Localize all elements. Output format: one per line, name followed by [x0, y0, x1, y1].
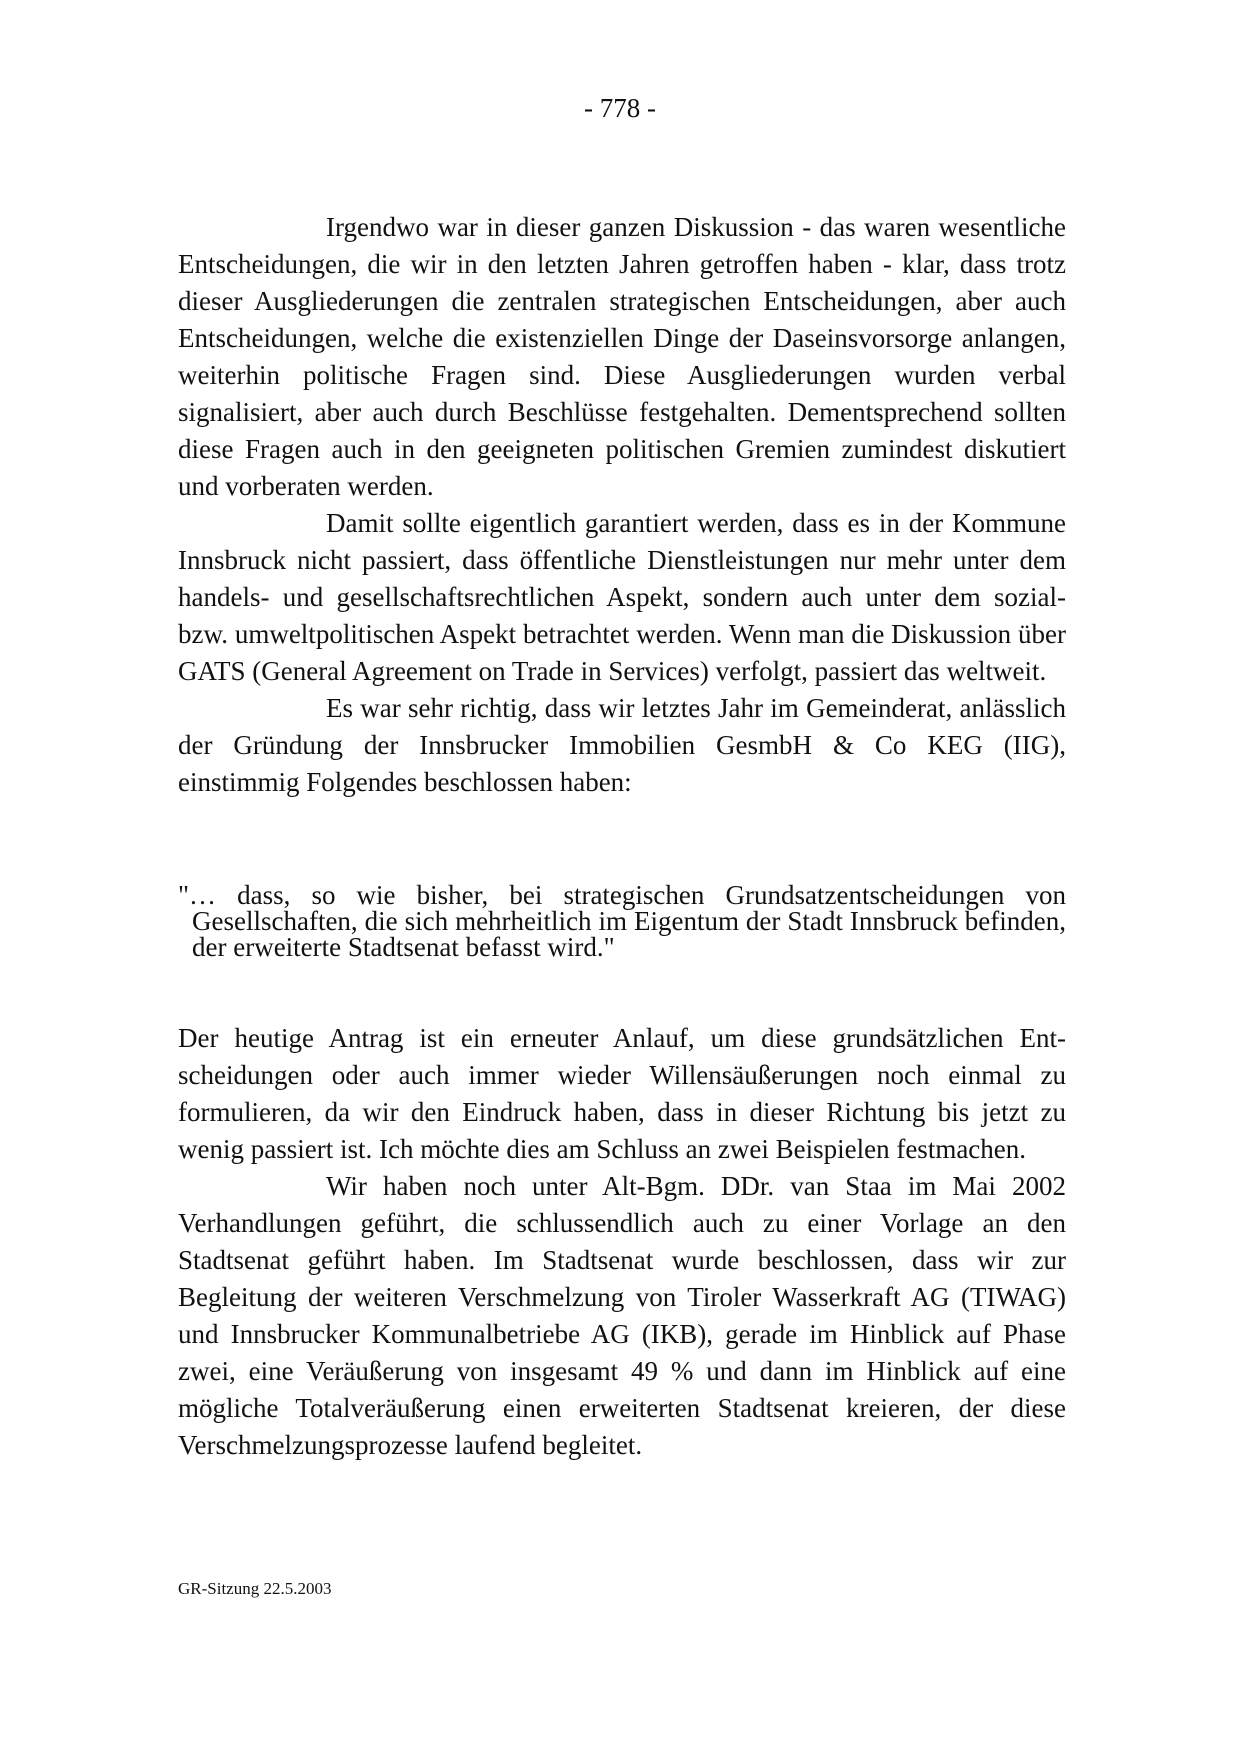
- paragraph: Damit sollte eigentlich garantiert werden, dass es in der Kommune Innsbruck nicht passiert, dass öffentliche Dienstleistungen nur mehr unter dem handels- und gesellschaftsrechtlichen Aspekt, sondern auch unter dem sozial- bzw. umweltpolitischen Aspekt betrachtet werden. Wenn man die Diskussion über GATS (General Agreement on Trade in Services) verfolgt, passiert das weltweit.: [178, 508, 1066, 686]
- paragraph: Wir haben noch unter Alt-Bgm. DDr. van Staa im Mai 2002 Verhandlungen geführt, die schlussendlich auch zu einer Vorlage an den Stadtsenat geführt haben. Im Stadtsenat wurde beschlossen, dass wir zur Begleitung der weiteren Verschmelzung von Tiroler Wasserkraft AG (TIWAG) und Innsbrucker Kommunalbetriebe AG (IKB), gerade im Hinblick auf Phase zwei, eine Veräußerung von insgesamt 49 % und dann im Hinblick auf eine mögliche Totalveräußerung einen erweiterten Stadtsenat kreieren, der diese Verschmelzungsprozesse laufend begleitet.: [178, 1171, 1066, 1460]
- page-number: - 778 -: [584, 93, 656, 123]
- paragraph: Irgendwo war in dieser ganzen Diskussion - das waren wesentliche Entscheidungen, die wir in den letzten Jahren getroffen haben - klar, dass trotz dieser Ausgliederungen die zentralen strategischen Entscheidungen, aber auch Entscheidungen, welche die existenziellen Dinge der Daseinsvorsorge anlangen, weiterhin politische Fragen sind. Diese Ausgliederungen wurden verbal signalisiert, aber auch durch Beschlüsse festgehalten. Dementsprechend sollten diese Fragen auch in den geeigneten politischen Gremien zumindest diskutiert und vorberaten werden.: [178, 212, 1066, 501]
- body-text-after-quote: [178, 1020, 1066, 1464]
- body-text-before-quote: [178, 209, 1066, 801]
- block-quote: [178, 882, 1066, 960]
- footer-session-date: GR-Sitzung 22.5.2003: [178, 1579, 332, 1598]
- quote-text: "… dass, so wie bisher, bei strategischen Grundsatzentscheidungen von Gesellschaften, die sich mehrheitlich im Eigentum der Stadt Innsbruck befinden, der erweiterte Stadtsenat befasst wird.": [178, 880, 1066, 962]
- paragraph: Der heutige Antrag ist ein erneuter Anlauf, um diese grundsätzlichen Entscheidungen oder auch immer wieder Willensäußerungen noch einmal zu formulieren, da wir den Eindruck haben, dass in dieser Richtung bis jetzt zu wenig passiert ist. Ich möchte dies am Schluss an zwei Beispielen festmachen.: [178, 1023, 1066, 1164]
- paragraph: Es war sehr richtig, dass wir letztes Jahr im Gemeinderat, anlässlich der Gründung der Innsbrucker Immobilien GesmbH & Co KEG (IIG), einstimmig Folgendes beschlossen haben:: [178, 693, 1066, 797]
